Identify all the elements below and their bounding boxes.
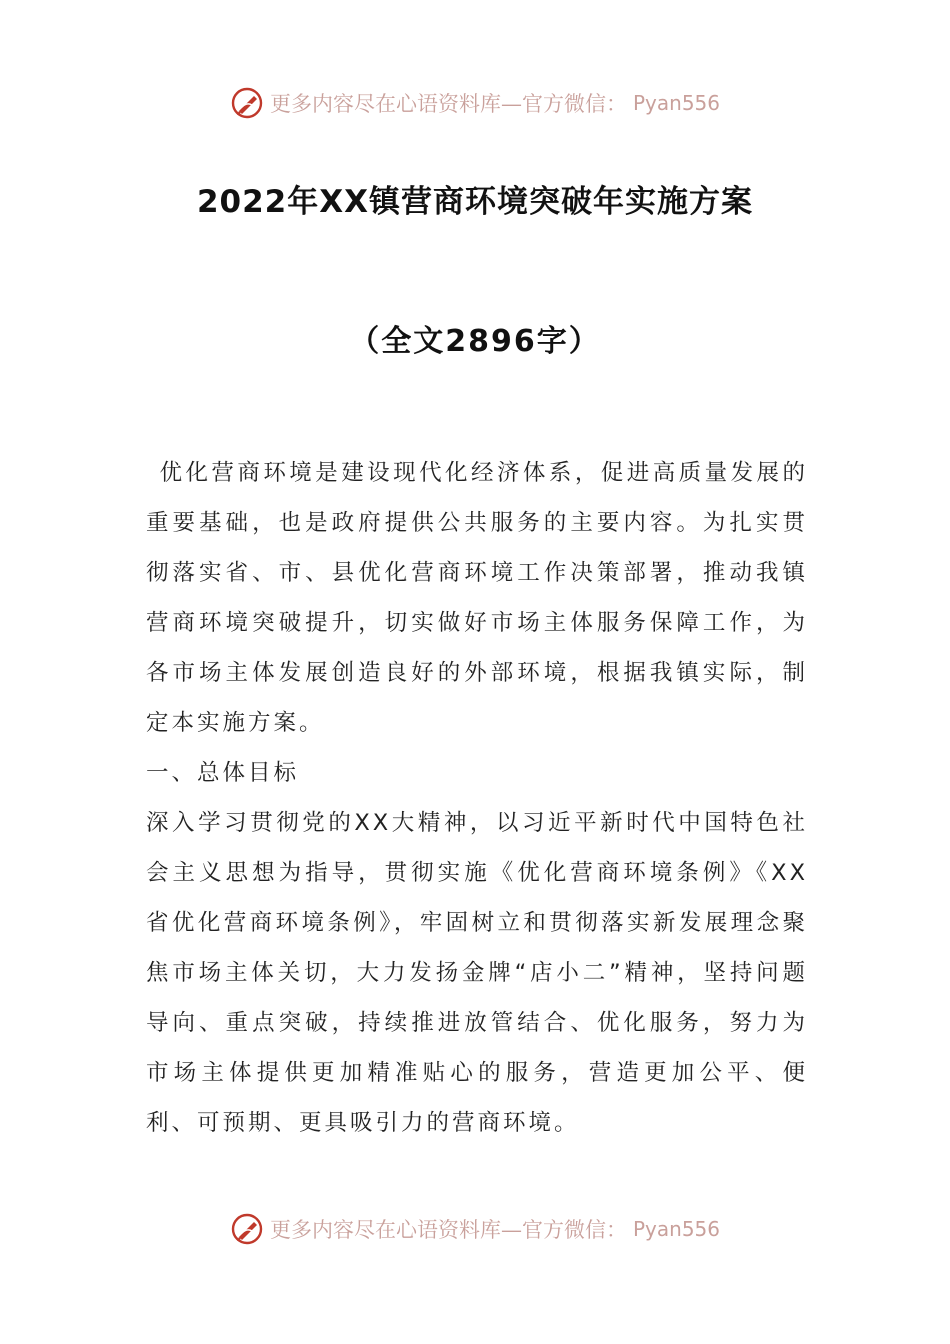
document-subtitle: （全文2896字）	[349, 324, 601, 359]
watermark-wechat-id: Pyan556	[632, 1217, 720, 1241]
footer-watermark	[0, 1212, 950, 1246]
goal-paragraph: 深入学习贯彻党的XX大精神，以习近平新时代中国特色社会主义思想为指导，贯彻实施《优化营商环境条例》《XX省优化营商环境条例》，牢固树立和贯彻落实新发展理念聚焦市场主体关切，大力发扬金牌“店小二”精神，坚持问题导向、重点突破，持续推进放管结合、优化服务，努力为市场主体提供更加精准贴心的服务，营造更加公平、便利、可预期、更具吸引力的营商环境。	[146, 810, 808, 1136]
header-watermark	[0, 86, 950, 120]
intro-paragraph: 优化营商环境是建设现代化经济体系，促进高质量发展的重要基础，也是政府提供公共服务的主要内容。为扎实贯彻落实省、市、县优化营商环境工作决策部署，推动我镇营商环境突破提升，切实做好市场主体服务保障工作，为各市场主体发展创造良好的外部环境，根据我镇实际，制定本实施方案。	[146, 460, 808, 736]
pen-logo-icon	[230, 86, 264, 120]
document-body	[146, 448, 808, 1148]
document-title: 2022年XX镇营商环境突破年实施方案	[196, 184, 754, 220]
pen-logo-icon	[230, 1212, 264, 1246]
watermark-wechat-id: Pyan556	[632, 91, 720, 115]
watermark-text: 更多内容尽在心语资料库—官方微信：	[269, 92, 627, 116]
watermark-text: 更多内容尽在心语资料库—官方微信：	[269, 1218, 627, 1242]
section-heading: 一、总体目标	[146, 760, 300, 786]
